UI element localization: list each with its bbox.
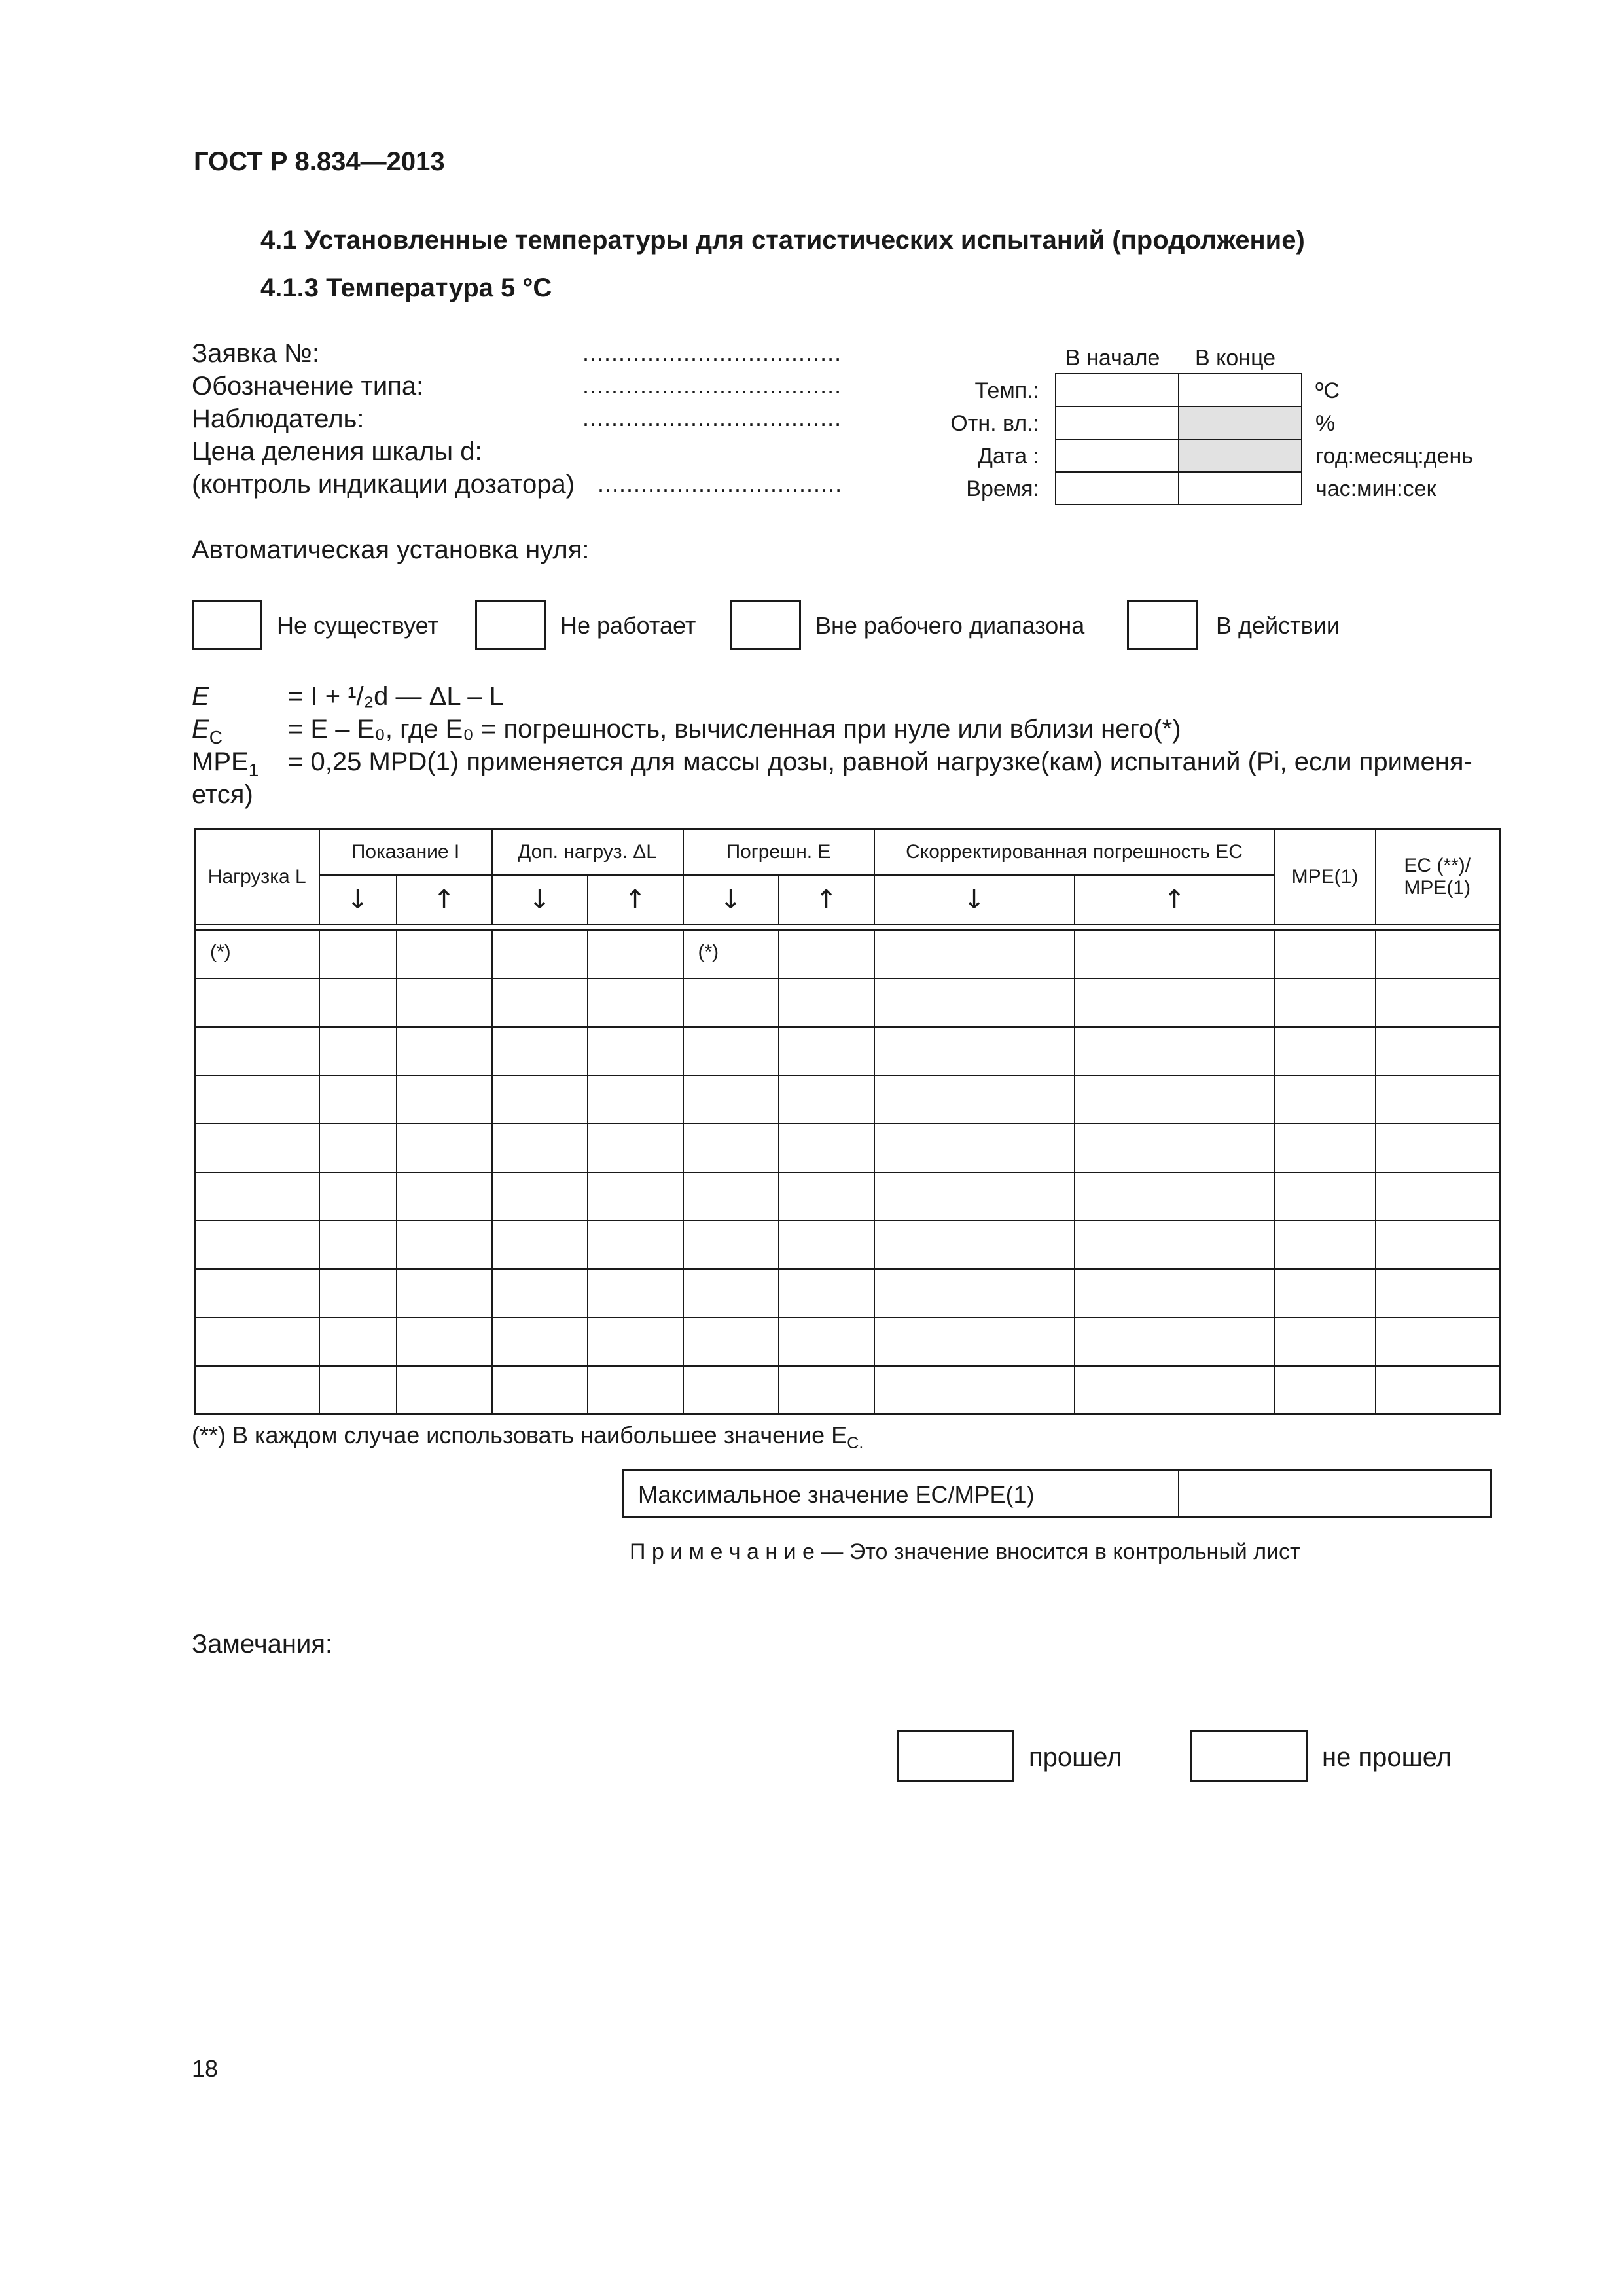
table-row [195, 1366, 1500, 1414]
cond-label-date: Дата : [977, 444, 1039, 469]
table-row [195, 978, 1500, 1027]
header-add-load: Доп. нагруз. ΔL [492, 829, 683, 875]
cond-time-start[interactable] [1056, 472, 1179, 505]
note [630, 1539, 1300, 1565]
cond-label-temp: Темп.: [974, 378, 1039, 403]
arrow-up-icon: ↑ [779, 875, 874, 925]
info-label-control: (контроль индикации дозатора) [192, 470, 575, 499]
checkbox-failed[interactable] [1190, 1730, 1308, 1782]
section-4-1-title: 4.1 Установленные температуры для статистических испытаний (продолжение) [260, 226, 1305, 255]
arrow-down-icon: ↓ [683, 875, 779, 925]
cond-col-end: В конце [1195, 346, 1276, 370]
cond-date-start[interactable] [1056, 439, 1179, 472]
cond-unit-humidity: % [1315, 411, 1336, 436]
cond-label-humidity: Отн. вл.: [950, 411, 1039, 436]
table-row [195, 930, 1500, 978]
table-row [195, 1221, 1500, 1269]
arrow-up-icon: ↑ [1075, 875, 1275, 925]
conditions-grid [1055, 373, 1302, 505]
formula-e-expr: = I + ¹/₂d — ΔL – L [288, 682, 504, 711]
table-row [195, 1318, 1500, 1366]
arrow-up-icon: ↑ [397, 875, 492, 925]
info-dots-control[interactable]: .................................. [597, 470, 843, 497]
formula-ec-symbol: $E_C$ [192, 715, 223, 747]
cond-unit-date: год:месяц:день [1315, 444, 1473, 469]
max-value-label: Максимальное значение EC/MPE(1) [638, 1481, 1035, 1508]
label-passed: прошел [1029, 1743, 1122, 1772]
auto-zero-title: Автоматическая установка нуля: [192, 535, 590, 564]
checkbox-passed[interactable] [897, 1730, 1014, 1782]
formula-mpe-continuation: ется) [192, 780, 253, 809]
label-not-exist: Не существует [277, 612, 438, 639]
arrow-down-icon: ↓ [492, 875, 588, 925]
cond-date-end [1179, 439, 1302, 472]
table-row [195, 1124, 1500, 1172]
page-number: 18 [192, 2055, 219, 2082]
checkbox-not-exist[interactable] [192, 600, 262, 650]
remarks-label: Замечания: [192, 1630, 333, 1659]
formula-ec-expr: = E – E₀, где E₀ = погрешность, вычисленная при нуле или вблизи него(*) [288, 715, 1181, 744]
standard-header: ГОСТ Р 8.834—2013 [194, 147, 445, 176]
cond-humidity-end [1179, 406, 1302, 439]
cell-error-zero-mark[interactable]: (*) [683, 930, 779, 978]
header-load: Нагрузка L [195, 829, 319, 925]
checkbox-in-action[interactable] [1127, 600, 1198, 650]
cond-humidity-start[interactable] [1056, 406, 1179, 439]
info-dots-observer[interactable]: .................................... [582, 404, 842, 431]
info-label-observer: Наблюдатель: [192, 404, 365, 433]
cond-col-start: В начале [1065, 346, 1160, 370]
note-prefix: П р и м е ч а н и е [630, 1539, 815, 1564]
checkbox-out-of-range[interactable] [730, 600, 801, 650]
formula-mpe-expr: = 0,25 MPD(1) применяется для массы дозы, равной нагрузке(кам) испытаний (Pi, если применя- [288, 747, 1472, 776]
table-row [195, 1027, 1500, 1075]
checkbox-not-working[interactable] [475, 600, 546, 650]
header-corrected-error: Скорректированная погрешность EC [874, 829, 1275, 875]
table-row [195, 1269, 1500, 1318]
label-in-action: В действии [1216, 612, 1340, 639]
cond-time-end[interactable] [1179, 472, 1302, 505]
arrow-down-icon: ↓ [874, 875, 1075, 925]
info-dots-type[interactable]: .................................... [582, 372, 842, 399]
header-mpe: MPE(1) [1275, 829, 1376, 925]
footnote: (**) В каждом случае использовать наибольшее значение $E_{C.}$ [192, 1422, 864, 1453]
note-text: — Это значение вносится в контрольный лист [814, 1539, 1300, 1564]
info-dots-request[interactable]: .................................... [582, 339, 842, 366]
table-row [195, 1075, 1500, 1124]
max-value-field[interactable] [1180, 1471, 1490, 1516]
arrow-up-icon: ↑ [588, 875, 683, 925]
cond-label-time: Время: [966, 476, 1039, 501]
cond-temp-start[interactable] [1056, 374, 1179, 406]
section-4-1-3-title: 4.1.3 Температура 5 °С [260, 274, 552, 302]
arrow-down-icon: ↓ [319, 875, 397, 925]
label-out-of-range: Вне рабочего диапазона [815, 612, 1085, 639]
max-value-box [622, 1469, 1492, 1518]
formula-e-symbol: E [192, 682, 209, 711]
header-error: Погрешн. E [683, 829, 874, 875]
cell-load-zero-mark[interactable]: (*) [195, 930, 319, 978]
table-row [195, 1172, 1500, 1221]
label-failed: не прошел [1322, 1743, 1452, 1772]
cond-temp-end[interactable] [1179, 374, 1302, 406]
info-label-scale: Цена деления шкалы d: [192, 437, 482, 466]
cond-unit-time: час:мин:сек [1315, 476, 1436, 501]
label-not-working: Не работает [560, 612, 696, 639]
header-indication: Показание I [319, 829, 492, 875]
results-table [194, 828, 1501, 1415]
formula-mpe-symbol: $MPE_1$ [192, 747, 259, 780]
info-label-type: Обозначение типа: [192, 372, 424, 401]
max-value-divider [1178, 1471, 1179, 1516]
header-ratio: EC (**)/ MPE(1) [1376, 829, 1500, 925]
info-label-request: Заявка №: [192, 339, 320, 368]
cond-unit-temp: ºС [1315, 378, 1340, 403]
